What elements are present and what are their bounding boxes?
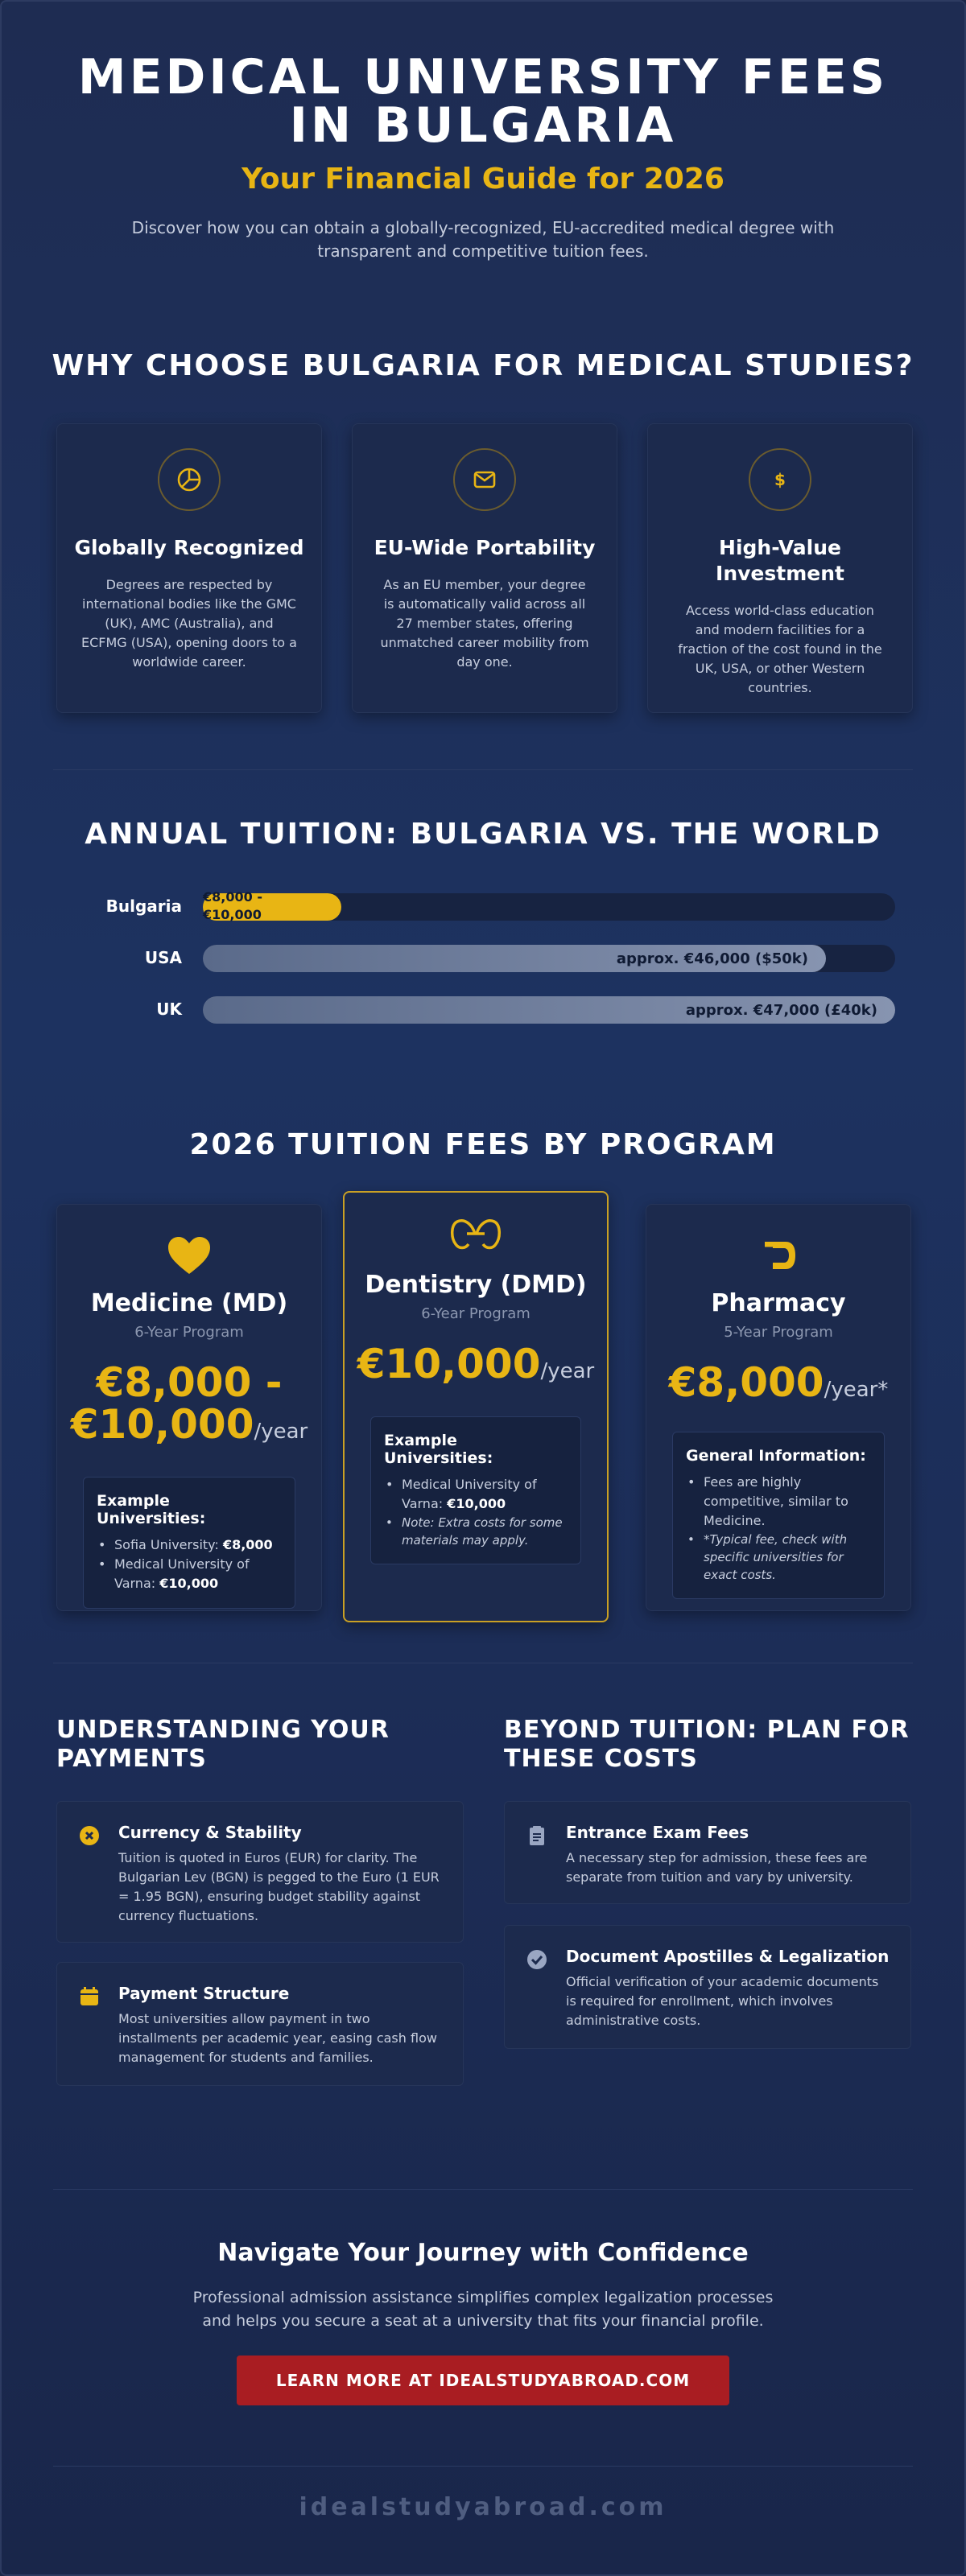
page-title: MEDICAL UNIVERSITY FEES IN BULGARIA <box>77 49 889 154</box>
programs-title: 2026 TUITION FEES BY PROGRAM <box>189 1128 777 1161</box>
costs-title: BEYOND TUITION: PLAN FOR THESE COSTS <box>504 1716 910 1773</box>
list-item: • Fees are highly competitive, similar to Medicine. <box>686 1473 871 1531</box>
program-years: 6-Year Program <box>134 1324 244 1341</box>
comparison-label: Bulgaria <box>105 896 182 916</box>
list-item-note: • Note: Extra costs for some materials may apply. <box>384 1514 568 1549</box>
comparison-value: €8,000 - €10,000 <box>203 889 262 922</box>
cta-section <box>2 2239 964 2405</box>
list-item: • Medical University of Varna: €10,000 <box>384 1475 568 1514</box>
why-card-title: High-Value Investment <box>716 536 844 585</box>
calendar-icon <box>78 1985 101 2008</box>
cost-card-apostille <box>504 1925 911 2049</box>
why-card-text: Access world-class education and modern facilities for a fraction of the cost found in the UK, USA, or other Western countries. <box>678 603 882 695</box>
pill-icon <box>758 1235 799 1276</box>
cost-card-text: A necessary step for admission, these fees are separate from tuition and vary by university. <box>566 1850 868 1885</box>
hero-section <box>2 2 964 263</box>
svg-text:$: $ <box>774 470 786 489</box>
dollar-coin-icon <box>749 448 811 511</box>
comparison-row-bulgaria <box>98 882 895 934</box>
program-info-box <box>83 1477 295 1609</box>
comparison-track <box>203 889 895 922</box>
payments-title: UNDERSTANDING YOUR PAYMENTS <box>56 1716 390 1773</box>
info-box-title: General Information: <box>686 1447 866 1465</box>
cost-card-title: Entrance Exam Fees <box>566 1823 749 1842</box>
comparison-row-uk <box>98 985 895 1037</box>
cta-title: Navigate Your Journey with Confidence <box>217 2239 749 2267</box>
payment-card-title: Payment Structure <box>118 1984 290 2003</box>
payment-card-text: Tuition is quoted in Euros (EUR) for clarity. The Bulgarian Lev (BGN) is pegged to the Euro (1 EUR = 1.95 BGN), ensuring budget stability against currency fluctuations. <box>118 1850 440 1923</box>
info-box-title: Example Universities: <box>97 1492 206 1527</box>
cost-card-text: Official verification of your academic documents is required for enrollment, which involves administrative costs. <box>566 1974 879 2028</box>
page-subtitle: Your Financial Guide for 2026 <box>242 163 724 196</box>
check-badge-icon <box>526 1948 548 1971</box>
program-card-pharmacy <box>646 1204 911 1611</box>
why-card-portability <box>352 423 617 713</box>
program-info-box <box>370 1416 581 1564</box>
program-years: 5-Year Program <box>724 1324 833 1341</box>
payment-card-title: Currency & Stability <box>118 1823 302 1842</box>
section-divider <box>53 2189 913 2190</box>
pie-chart-icon <box>158 448 221 511</box>
intro-text: Discover how you can obtain a globally-recognized, EU-accredited medical degree with transparent and competitive tuition fees. <box>131 218 835 261</box>
payment-card-structure <box>56 1962 464 2086</box>
comparison-value: approx. €47,000 (£40k) <box>685 1002 877 1019</box>
cost-card-exam <box>504 1801 911 1904</box>
program-years: 6-Year Program <box>421 1305 530 1322</box>
why-card-text: Degrees are respected by international bodies like the GMC (UK), AMC (Australia), and ECFMG (USA), opening doors to a worldwide career. <box>81 577 297 670</box>
comparison-fill <box>203 889 341 922</box>
program-info-box <box>672 1432 885 1599</box>
euro-coin-icon <box>78 1824 101 1847</box>
list-item-note: • *Typical fee, check with specific universities for exact costs. <box>686 1531 871 1584</box>
cost-card-title: Document Apostilles & Legalization <box>566 1947 890 1966</box>
list-item: • Sofia University: €8,000 <box>97 1535 282 1555</box>
payment-card-currency <box>56 1801 464 1943</box>
program-name: Pharmacy <box>711 1289 846 1317</box>
program-price: €8,000/year* <box>668 1359 889 1406</box>
program-name: Dentistry (DMD) <box>365 1271 587 1299</box>
why-card-text: As an EU member, your degree is automatically valid across all 27 member states, offering unmatched career mobility from day one. <box>380 577 589 670</box>
envelope-icon <box>453 448 516 511</box>
program-price: €8,000 - €10,000/year <box>70 1359 308 1448</box>
footer-brand: idealstudyabroad.com <box>299 2493 667 2521</box>
why-card-title: Globally Recognized <box>74 536 304 559</box>
comparison-value: approx. €46,000 ($50k) <box>616 950 808 967</box>
comparison-row-usa <box>98 934 895 985</box>
clipboard-icon <box>526 1824 548 1847</box>
why-title: WHY CHOOSE BULGARIA FOR MEDICAL STUDIES? <box>52 349 914 382</box>
why-card-title: EU-Wide Portability <box>374 536 596 559</box>
program-card-medicine <box>56 1204 322 1611</box>
heart-icon <box>167 1235 212 1276</box>
why-cards <box>56 423 913 713</box>
program-price: €10,000/year <box>357 1341 595 1387</box>
comparison-fill <box>203 996 895 1024</box>
list-item: • Medical University of Varna: €10,000 <box>97 1555 282 1593</box>
program-name: Medicine (MD) <box>90 1289 288 1317</box>
cta-text: Professional admission assistance simplifies complex legalization processes and helps you secure a seat at a university that fits your financial profile. <box>192 2289 774 2330</box>
comparison-track <box>203 945 895 972</box>
comparison-fill <box>203 945 826 972</box>
why-card-investment <box>647 423 913 713</box>
comparison-label: USA <box>144 948 182 967</box>
section-divider <box>53 2466 913 2467</box>
tooth-icon <box>448 1215 504 1252</box>
tuition-comparison-bars <box>98 882 895 1037</box>
comparison-track <box>203 996 895 1024</box>
learn-more-button[interactable]: LEARN MORE AT IDEALSTUDYABROAD.COM <box>237 2355 729 2405</box>
info-box-title: Example Universities: <box>384 1432 493 1467</box>
why-card-recognized <box>56 423 322 713</box>
comparison-label: UK <box>156 999 182 1019</box>
program-card-dentistry <box>343 1191 609 1622</box>
payment-card-text: Most universities allow payment in two installments per academic year, easing cash flow management for students and families. <box>118 2011 437 2065</box>
comparison-title: ANNUAL TUITION: BULGARIA VS. THE WORLD <box>85 818 881 851</box>
section-divider <box>53 769 913 770</box>
